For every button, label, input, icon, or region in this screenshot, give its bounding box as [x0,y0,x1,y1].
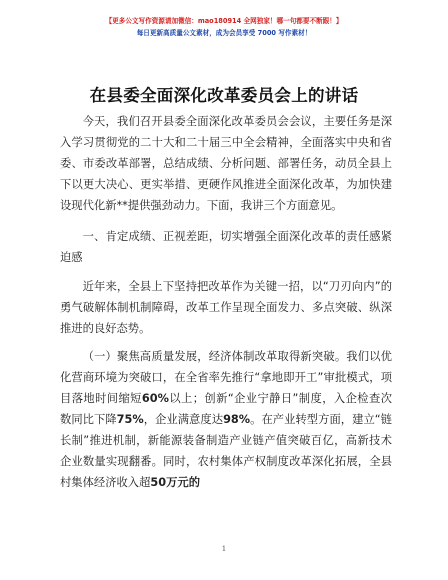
document-body [60,111,392,493]
subheading-economic-reform: （一）聚焦高质量发展，经济体制改革取得新突破。 [82,350,347,363]
promo-banner [0,16,448,38]
paragraph-economic-reform [60,346,392,493]
highlight-value: 60% [141,392,169,405]
paragraph-intro: 今天，我们召开县委全面深化改革委员会会议，主要任务是深入学习贯彻党的二十大和二十届三中全会精神，全面落实中央和省委、市委改革部署，总结成绩、分析问题、部署任务，动员全县上下以更大决心、更实举措、更硬作风推进全面深化改革，为加快建设现代化新**提供强劲动力。下面，我讲三个方面意见。 [60,115,392,212]
paragraph-text: 。在产业转型方面，建立“链长制”推进机制，新能源装备制造产业链产值突破百亿，高新技术企业数量实现翻番。同时，农村集体产权制度改革深化拓展，全县村集体经济收入超 [60,413,392,489]
promo-banner-line-2: 每日更新高质量公文素材，成为会员享受 7000 写作素材！ [136,29,312,37]
document-title: 在县委全面深化改革委员会上的讲话 [89,86,359,105]
section-heading-1: 一、肯定成绩、正视差距，切实增强全面深化改革的责任感紧迫感 [60,230,392,264]
promo-banner-line-1: 【更多公文写作资源请加微信：mao180914 全网独家！哪一句都要不断跟！】 [105,17,343,25]
page-number: 1 [221,545,227,553]
paragraph-text: 我们以优化营商环境为突破口，在全省率先推行“拿地即开工”审批模式，项目落地时间缩短 [60,350,392,405]
highlight-value: 75% [116,413,144,426]
paragraph-overview: 近年来，全县上下坚持把改革作为关键一招，以“刀刃向内”的勇气破解体制机制障碍，改革工作呈现全面发力、多点突破、纵深推进的良好态势。 [60,280,392,335]
paragraph-text: ，企业满意度达 [143,413,224,426]
highlight-value: 50万元的 [150,476,201,489]
paragraph-text: 以上；创新“企业宁静日”制度，入企检查次数同比下降 [60,392,392,426]
highlight-value: 98% [223,413,251,426]
